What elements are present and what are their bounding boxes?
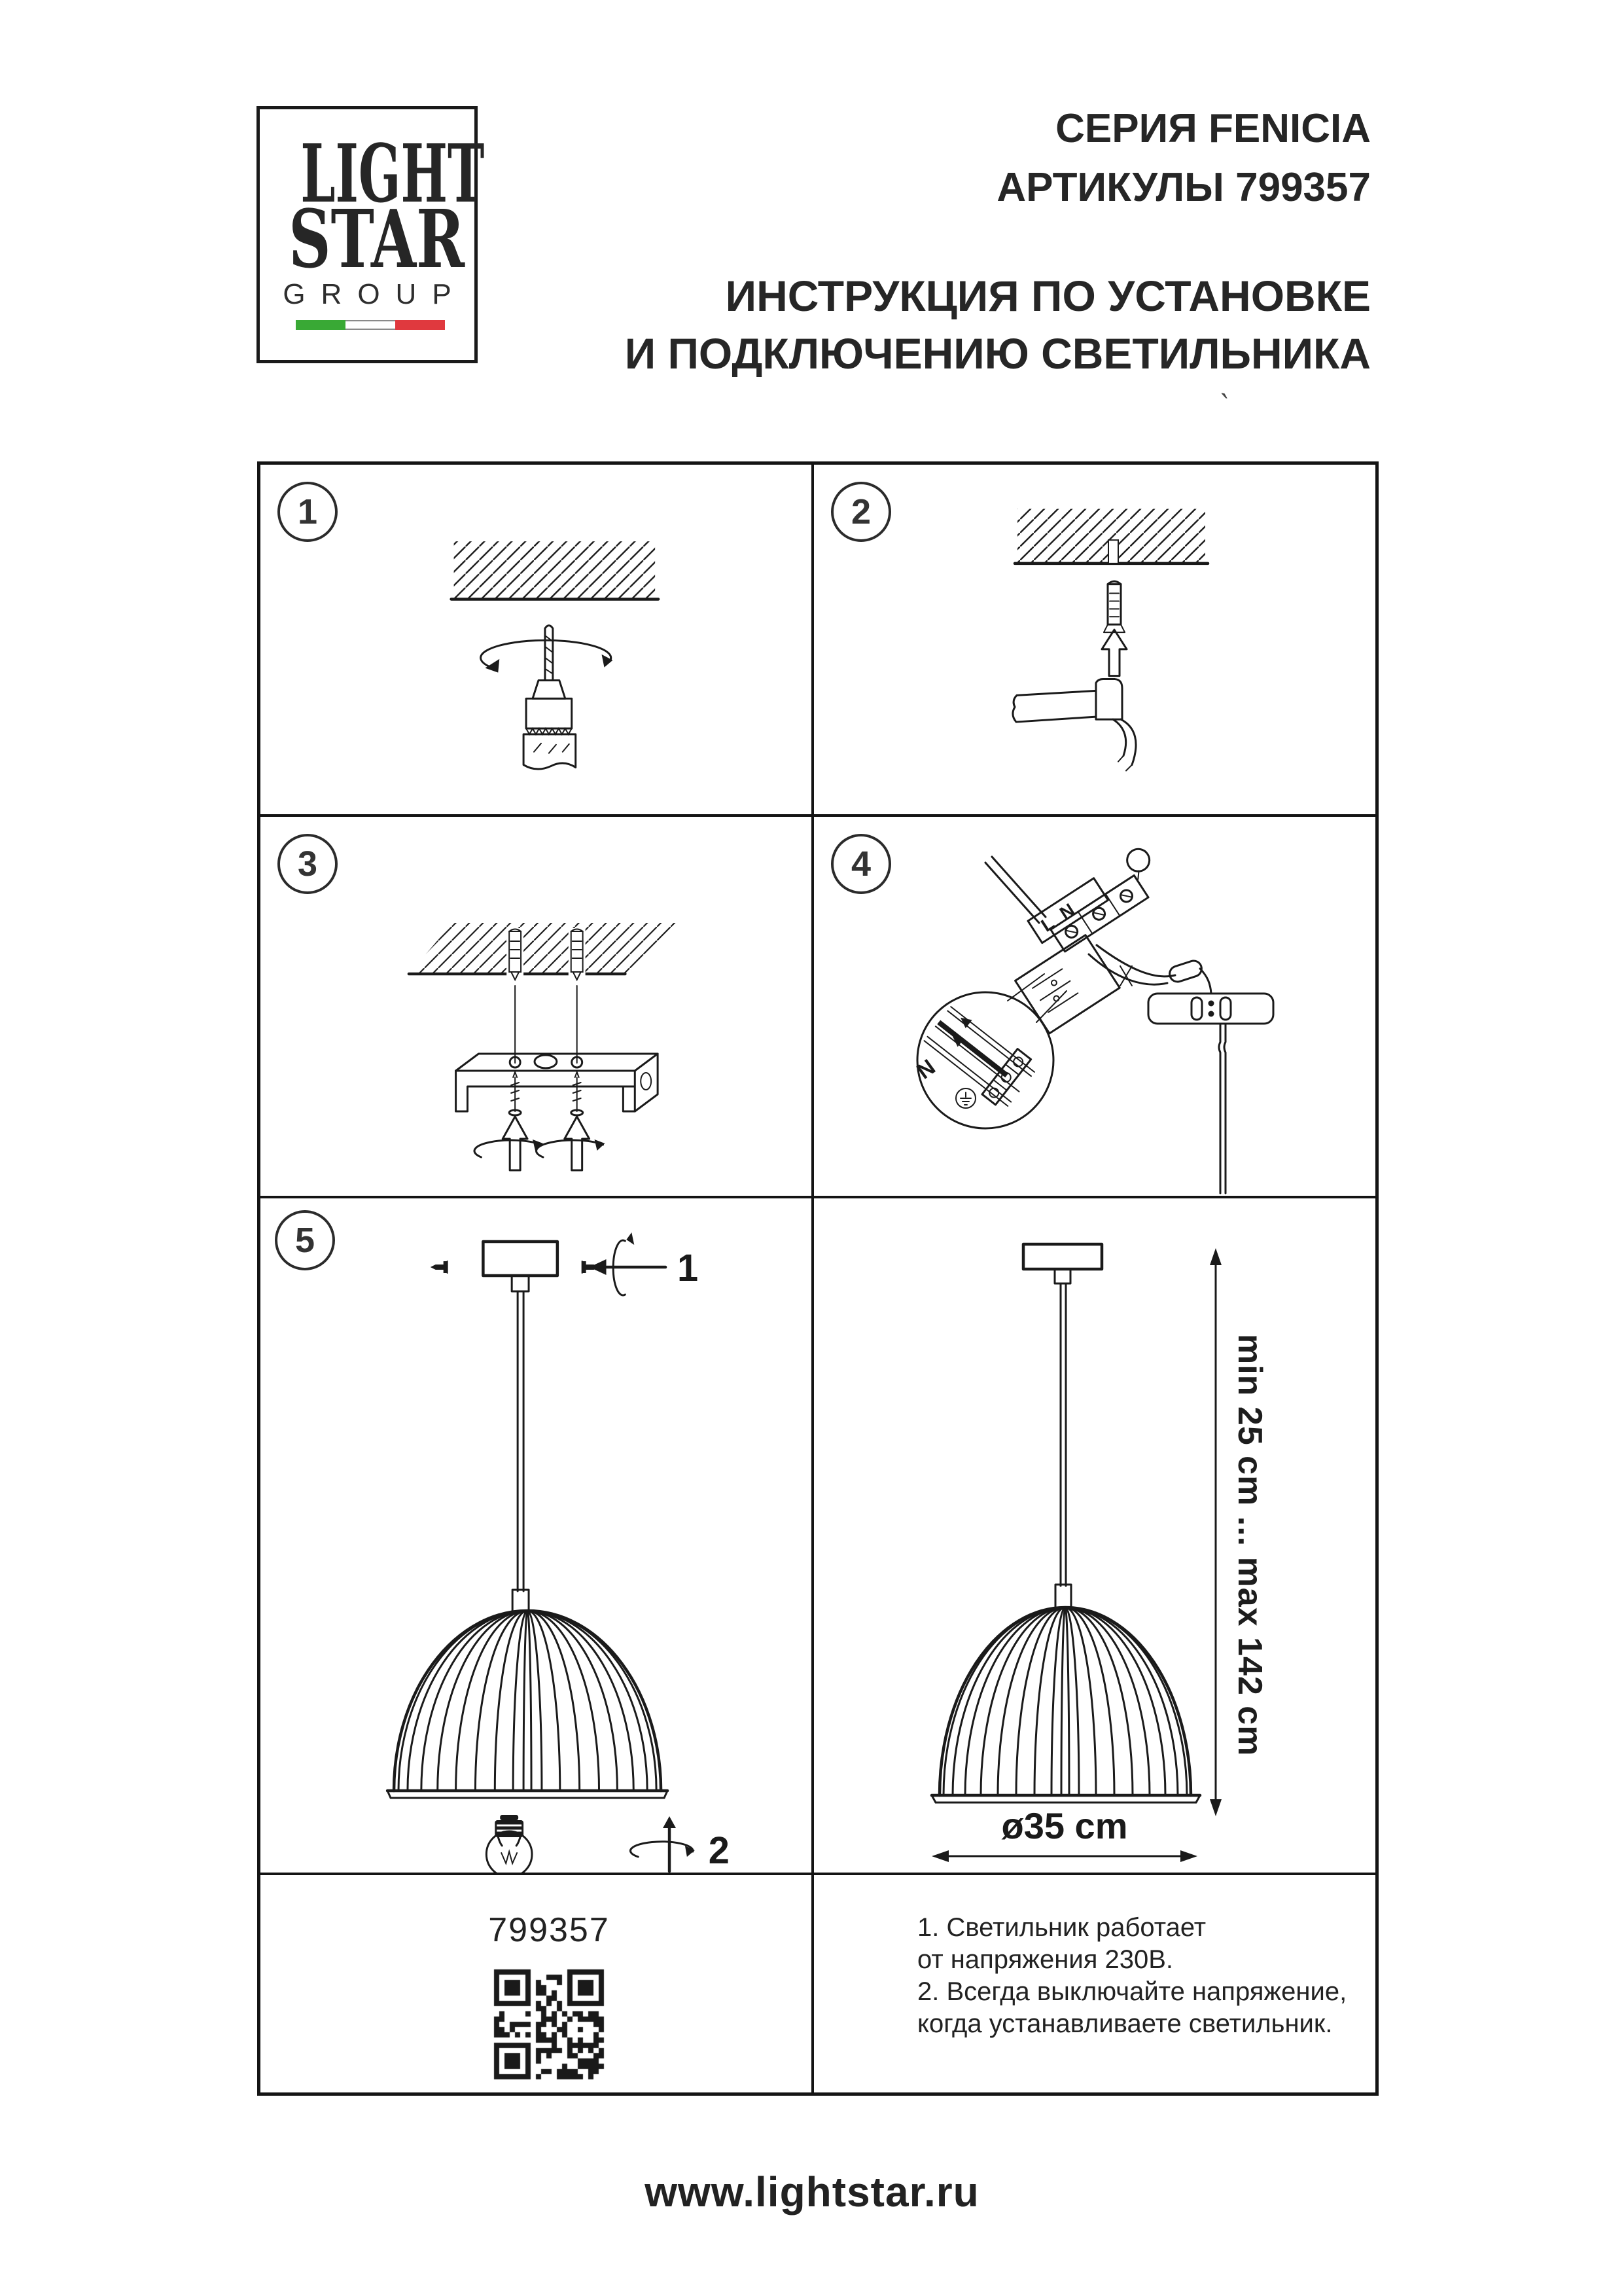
flag-white-band — [345, 320, 395, 330]
earth-symbol — [956, 1088, 976, 1108]
qr-code — [493, 1968, 605, 2084]
suspension-cable — [518, 1291, 523, 1591]
screw-icon — [509, 1072, 582, 1115]
stray-mark: ` — [1216, 387, 1231, 423]
hanging-wires — [1089, 945, 1211, 994]
article-number: 799357 — [488, 1911, 610, 1949]
step1-panel — [260, 465, 814, 817]
suspension-cable — [1061, 1283, 1066, 1586]
flag-red-band — [395, 320, 445, 330]
callout-1: 1 — [677, 1247, 699, 1290]
height-range-label: min 25 cm ... max 142 cm — [1231, 1334, 1269, 1757]
ceiling-slab-hatch — [409, 923, 678, 974]
hammer-icon — [1013, 679, 1136, 771]
website-url: www.lightstar.ru — [644, 2168, 980, 2215]
diameter-dimension-arrow — [932, 1850, 1197, 1862]
step3-number: 3 — [277, 834, 338, 894]
step5-panel — [260, 1198, 814, 1875]
canopy-icon — [1023, 1244, 1102, 1283]
unscrew-rotation-icon — [590, 1232, 665, 1295]
instruction-title-line2: И ПОДКЛЮЧЕНИЮ СВЕТИЛЬНИКА — [624, 329, 1371, 378]
step4-illustration — [814, 817, 1375, 1196]
screw-out-left-icon — [431, 1261, 448, 1273]
instruction-title-line1: ИНСТРУКЦИЯ ПО УСТАНОВКЕ — [725, 272, 1371, 320]
safety-notes — [917, 1912, 1347, 2040]
terminal-live-label: L — [1037, 912, 1058, 936]
terminal-block-icon — [991, 845, 1200, 1033]
step4-panel — [814, 817, 1375, 1198]
step2-number: 2 — [831, 482, 891, 542]
dimensions-panel — [814, 1198, 1375, 1875]
height-dimension-arrow — [1210, 1248, 1222, 1816]
note-line: от напряжения 230В. — [917, 1945, 1173, 1974]
step3-panel — [260, 817, 814, 1198]
drill-icon — [481, 626, 613, 769]
pendant-lamp-icon — [932, 1585, 1200, 1803]
note-line: 1. Светильник работает — [917, 1913, 1207, 1942]
canopy-icon — [483, 1242, 557, 1291]
drop-cable — [1219, 1024, 1226, 1193]
mounting-bracket-icon — [456, 1054, 658, 1111]
step2-panel — [814, 465, 1375, 817]
bulb-icon — [486, 1815, 532, 1873]
header-titles — [625, 99, 1371, 382]
diameter-label: ø35 cm — [1001, 1805, 1128, 1846]
step4-number: 4 — [831, 834, 891, 894]
series-title: СЕРИЯ FENICIA — [1055, 106, 1371, 151]
step3-illustration — [260, 817, 811, 1196]
qr-code-canvas — [493, 1968, 605, 2081]
arrow-up-icon — [1102, 630, 1127, 675]
dimension-illustration — [814, 1198, 1375, 1873]
instruction-table — [257, 461, 1379, 2096]
note-line: когда устанавливаете светильник. — [917, 2009, 1333, 2038]
step2-illustration — [814, 465, 1375, 814]
alignment-lines — [515, 986, 577, 1063]
instruction-title — [625, 267, 1371, 382]
note-line: 2. Всегда выключайте напряжение, — [917, 1977, 1347, 2006]
detail-neutral-label: N — [912, 1054, 940, 1085]
terminal-neutral-label: N — [1055, 899, 1078, 924]
logo-word-star: STAR — [289, 192, 465, 286]
rotation-arrow-icon — [474, 1139, 605, 1157]
callout-2: 2 — [708, 1829, 730, 1873]
notes-cell — [814, 1875, 1375, 2092]
ceiling-stud — [985, 857, 1046, 923]
dowel-icon — [1104, 581, 1125, 632]
canopy-icon — [1148, 994, 1273, 1024]
logo-word-light: LIGHT — [300, 126, 485, 221]
lightstar-logo — [256, 106, 485, 363]
step1-number: 1 — [277, 482, 338, 542]
bulb-rotation-icon — [630, 1816, 694, 1871]
pendant-lamp-icon — [387, 1590, 667, 1798]
step1-illustration — [260, 465, 811, 814]
step5-number: 5 — [275, 1210, 335, 1270]
italy-flag-icon — [296, 320, 445, 330]
callout-detail — [912, 974, 1067, 1128]
ceiling-hatch — [451, 541, 658, 599]
logo-word-group: GROUP — [283, 278, 467, 310]
flag-green-band — [296, 320, 345, 330]
articles-title: АРТИКУЛЫ 799357 — [997, 165, 1371, 210]
article-cell — [260, 1875, 814, 2092]
step5-illustration — [260, 1198, 811, 1873]
ceiling-hatch — [1015, 509, 1208, 563]
